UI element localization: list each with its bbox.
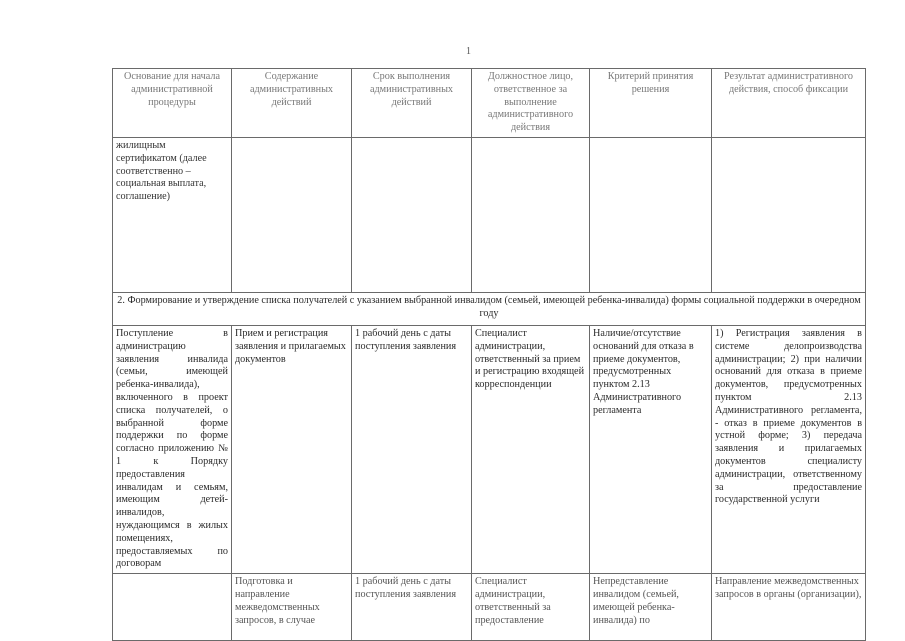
- header-result: Результат административного действия, способ фиксации: [712, 69, 866, 138]
- header-official: Должностное лицо, ответственное за выполнение административного действия: [472, 69, 590, 138]
- table-row: [113, 325, 866, 573]
- continuation-cell: жилищным сертификатом (далее соответственно – социальная выплата, соглашение): [113, 137, 232, 292]
- page-number: 1: [466, 46, 471, 57]
- basis-cell: Поступление в администрацию заявления инвалида (семьи, имеющей ребенка-инвалида), включенного в проект списка получателей, о выбранной форме поддержки по форме согласно приложению № 1 к Порядку предоставления инвалидам и семьям, имеющим детей-инвалидов, нуждающимся в жилых помещениях, предоставляемых по договорам: [113, 325, 232, 573]
- table-row: [113, 137, 866, 292]
- official-cell: Специалист администрации, ответственный за предоставление: [472, 574, 590, 641]
- term-cell: 1 рабочий день с даты поступления заявления: [352, 574, 472, 641]
- header-content: Содержание административных действий: [232, 69, 352, 138]
- empty-cell: [232, 137, 352, 292]
- table-row: [113, 574, 866, 641]
- content-cell: Подготовка и направление межведомственных запросов, в случае: [232, 574, 352, 641]
- header-criterion: Критерий принятия решения: [590, 69, 712, 138]
- empty-cell: [590, 137, 712, 292]
- content-cell: Прием и регистрация заявления и прилагаемых документов: [232, 325, 352, 573]
- section-heading-row: [113, 292, 866, 325]
- result-cell: Направление межведомственных запросов в органы (организации),: [712, 574, 866, 641]
- header-term: Срок выполнения административных действий: [352, 69, 472, 138]
- procedure-table: [112, 68, 866, 641]
- basis-cell: [113, 574, 232, 641]
- term-cell: 1 рабочий день с даты поступления заявления: [352, 325, 472, 573]
- section-title: 2. Формирование и утверждение списка получателей с указанием выбранной инвалидом (семьей, имеющей ребенка-инвалида) формы социальной поддержки в очередном году: [113, 292, 866, 325]
- criterion-cell: Наличие/отсутствие оснований для отказа в приеме документов, предусмотренных пунктом 2.13 Административного регламента: [590, 325, 712, 573]
- criterion-cell: Непредставление инвалидом (семьей, имеющей ребенка-инвалида) по: [590, 574, 712, 641]
- header-basis: Основание для начала административной процедуры: [113, 69, 232, 138]
- empty-cell: [472, 137, 590, 292]
- result-cell: 1) Регистрация заявления в системе делопроизводства администрации; 2) при наличии оснований для отказа в приеме документов, предусмотренных пунктом 2.13 Административного регламента, - отказ в приеме документов в устной форме; 3) передача заявления и прилагаемых документов специалисту администрации, ответственному за предоставление государственной услуги: [712, 325, 866, 573]
- empty-cell: [352, 137, 472, 292]
- table-header-row: [113, 69, 866, 138]
- empty-cell: [712, 137, 866, 292]
- official-cell: Специалист администрации, ответственный за прием и регистрацию входящей корреспонденции: [472, 325, 590, 573]
